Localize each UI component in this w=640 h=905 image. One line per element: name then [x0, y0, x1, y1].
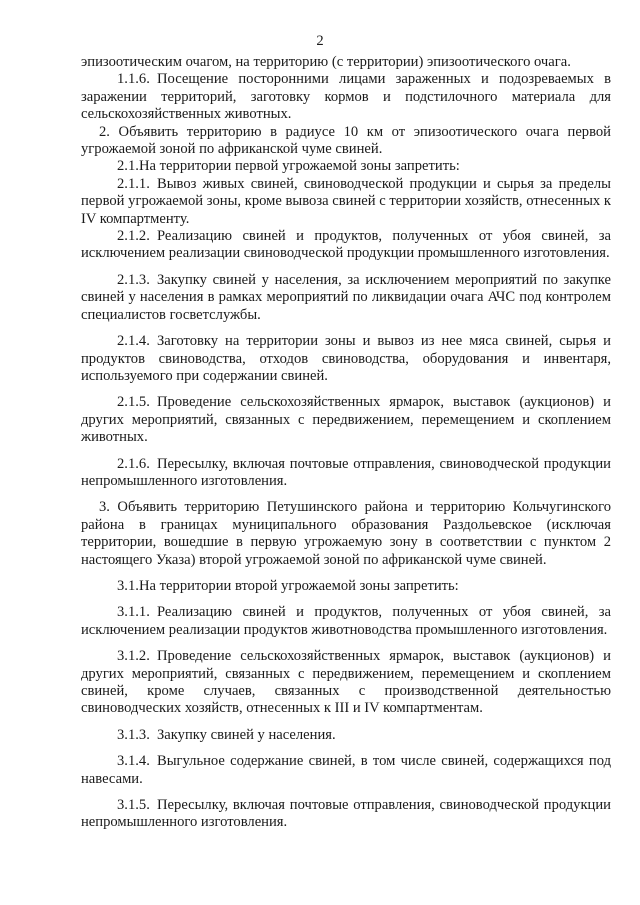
- document-body: [81, 54, 611, 832]
- clause-number: 3.1.2.: [117, 648, 150, 665]
- paragraph-continuation: [81, 54, 611, 71]
- clause-text: Закупку свиней у населения, за исключением мероприятий по закупке свиней у населения в рамках мероприятий по ликвидации очага АЧС под контролем специалистов госветслужбы.: [81, 271, 611, 323]
- clause-1-1-6: [81, 71, 611, 123]
- clause-text: Проведение сельскохозяйственных ярмарок, выставок (аукционов) и других мероприятий, связанных с передвижением, перемещением и скоплением животных.: [81, 394, 611, 446]
- clause-3-1-5: [81, 797, 611, 832]
- clause-number: 2.1.: [117, 158, 139, 175]
- clause-text: Вывоз живых свиней, свиноводческой продукции и сырья за пределы первой угрожаемой зоны, кроме вывоза свиней с территории хозяйств, отнесенных к IV компартменту.: [81, 175, 611, 227]
- paragraph-gap: [81, 569, 611, 578]
- clause-2-1-5: [81, 394, 611, 446]
- clause-text: Посещение посторонними лицами зараженных и подозреваемых в заражении территорий, заготовку кормов и подстилочного материала для сельскохозяйственных животных.: [81, 71, 611, 123]
- clause-number: 3.1.3.: [117, 726, 150, 743]
- clause-text: 2. Объявить территорию в радиусе 10 км от эпизоотического очага первой угрожаемой зоной по африканской чуме свиней.: [81, 123, 611, 158]
- clause-number: 2.1.1.: [117, 175, 150, 192]
- paragraph-gap: [81, 744, 611, 753]
- clause-number: 2.1.5.: [117, 394, 150, 411]
- clause-text: Пересылку, включая почтовые отправления, свиноводческой продукции непромышленного изготовления.: [81, 797, 611, 831]
- clause-text: Выгульное содержание свиней, в том числе свиней, содержащихся под навесами.: [81, 753, 611, 787]
- paragraph-gap: [81, 263, 611, 272]
- clause-text: Заготовку на территории зоны и вывоз из нее мяса свиней, сырья и продуктов свиноводства, отходов свиноводства, оборудования и инвентаря, используемого при содержании свиней.: [81, 333, 611, 384]
- clause-text: Реализацию свиней и продуктов, полученных от убоя свиней, за исключением реализации продуктов животноводства промышленного изготовления.: [81, 604, 611, 638]
- clause-text: 3. Объявить территорию Петушинского района и территорию Кольчугинского района в границах муниципального образования Раздольевское (исключая территории, вошедшие в первую угрожаемую зону в соответствии с пунктом 2 настоящего Указа) второй угрожаемой зоной по африканской чуме свиней.: [81, 499, 611, 568]
- clause-number: 3.1.1.: [117, 604, 150, 621]
- clause-number: 2.1.6.: [117, 455, 150, 472]
- clause-number: 3.1.: [117, 577, 139, 594]
- clause-3-1-4: [81, 753, 611, 788]
- paragraph-gap: [81, 788, 611, 797]
- clause-2-1: [81, 158, 611, 175]
- clause-text: Закупку свиней у населения.: [157, 726, 336, 743]
- clause-number: 3.1.5.: [117, 797, 150, 814]
- paragraph-gap: [81, 490, 611, 499]
- paragraph-gap: [81, 595, 611, 604]
- paragraph-text: эпизоотическим очагом, на территорию (с территории) эпизоотического очага.: [81, 54, 571, 70]
- clause-text: Пересылку, включая почтовые отправления, свиноводческой продукции непромышленного изготовления.: [81, 455, 611, 489]
- clause-2-1-2: [81, 228, 611, 263]
- clause-3-1-2: [81, 648, 611, 718]
- clause-text: Проведение сельскохозяйственных ярмарок, выставок (аукционов) и других мероприятий, связанных с передвижением, перемещением и скоплением свиней, кроме случаев, связанных с производственной деятельностью свиноводческих хозяйств, отнесенных к III и IV компартментам.: [81, 648, 611, 717]
- paragraph-gap: [81, 324, 611, 333]
- clause-text: Реализацию свиней и продуктов, полученных от убоя свиней, за исключением реализации свиноводческой продукции промышленного изготовления.: [81, 228, 611, 262]
- clause-2-1-6: [81, 456, 611, 491]
- clause-2-1-3: [81, 272, 611, 324]
- clause-2-1-1: [81, 176, 611, 228]
- clause-2-1-4: [81, 333, 611, 385]
- clause-3-1-1: [81, 604, 611, 639]
- paragraph-gap: [81, 718, 611, 727]
- clause-3-1-3: [81, 727, 611, 744]
- clause-text: На территории первой угрожаемой зоны запретить:: [139, 158, 460, 175]
- page-number: 2: [316, 33, 324, 49]
- clause-number: 2.1.2.: [117, 228, 150, 245]
- paragraph-gap: [81, 385, 611, 394]
- clause-number: 3.1.4.: [117, 753, 150, 770]
- paragraph-gap: [81, 639, 611, 648]
- clause-number: 2.1.3.: [117, 271, 150, 288]
- clause-3: [81, 499, 611, 569]
- clause-2: [81, 124, 611, 159]
- clause-number: 2.1.4.: [117, 333, 150, 350]
- paragraph-gap: [81, 447, 611, 456]
- clause-number: 1.1.6.: [117, 71, 150, 88]
- clause-3-1: [81, 578, 611, 595]
- clause-text: На территории второй угрожаемой зоны запретить:: [139, 577, 459, 594]
